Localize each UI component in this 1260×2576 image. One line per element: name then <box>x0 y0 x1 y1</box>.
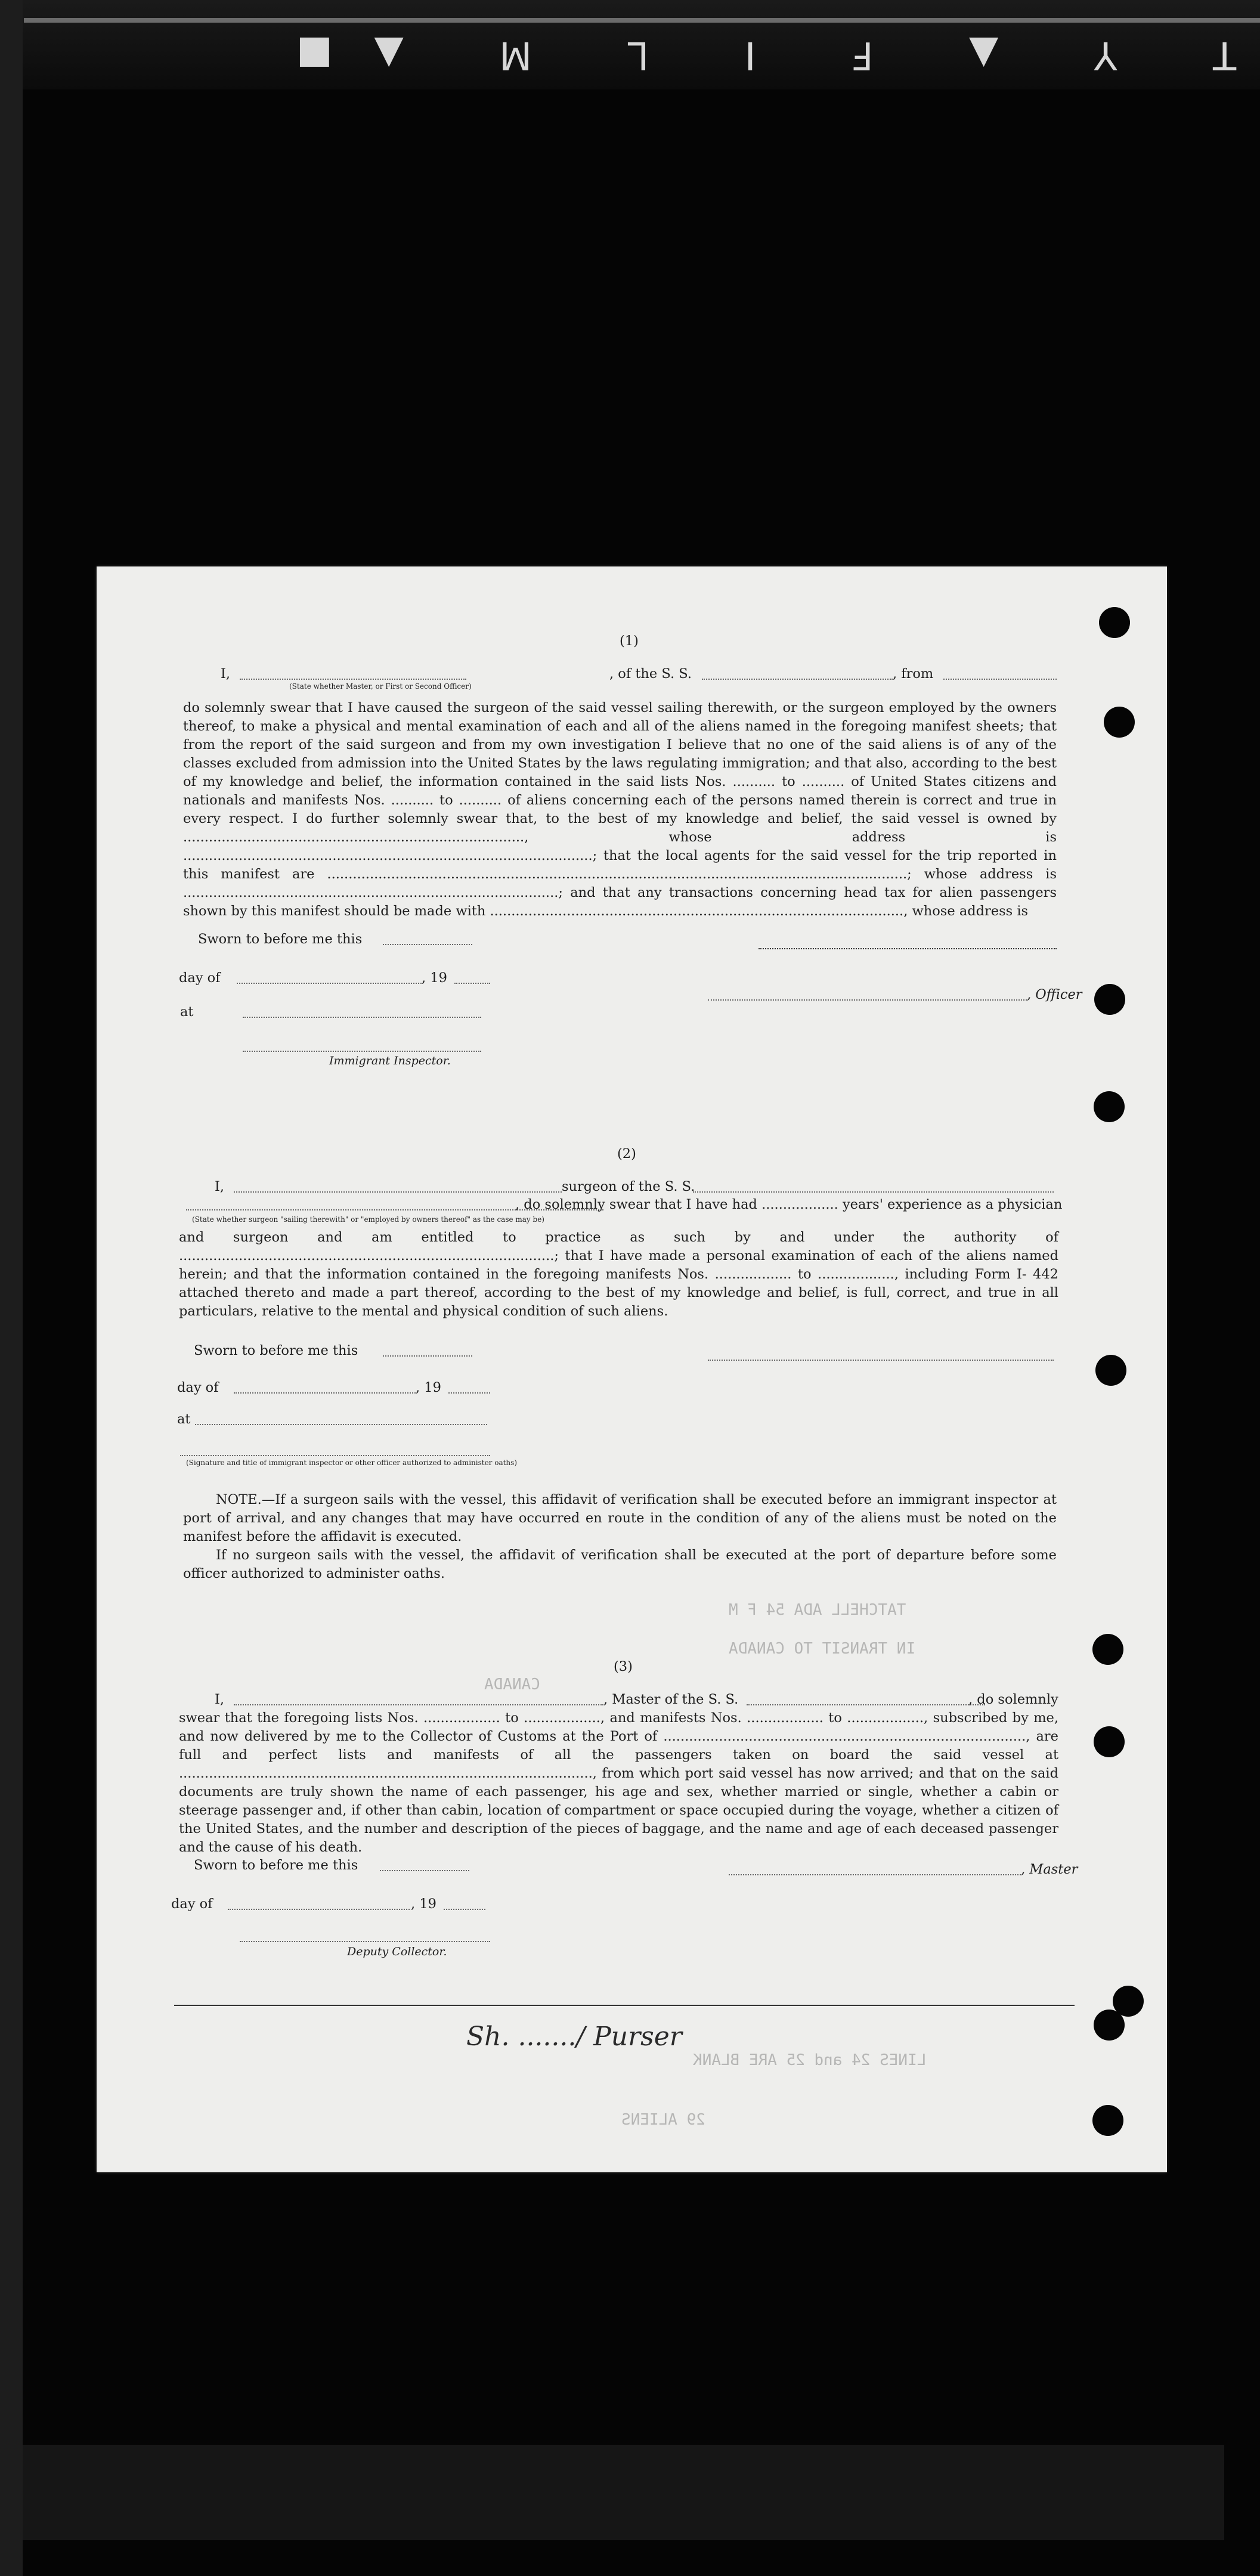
blank-line <box>240 1941 490 1942</box>
blank-line <box>444 1909 485 1910</box>
blank-line <box>234 1392 416 1394</box>
blank-line <box>243 1017 481 1018</box>
bleed-through-text: IN TRANSIT TO CANADA <box>729 1640 916 1658</box>
sec1-from: , from <box>893 666 934 682</box>
blank-line <box>234 1704 603 1705</box>
blank-line <box>195 1424 487 1425</box>
punch-hole <box>1104 707 1135 738</box>
sec3-master: , Master of the S. S. <box>603 1692 739 1707</box>
sec3-collector-label: Deputy Collector. <box>347 1945 447 1958</box>
sec1-day-of: day of <box>179 970 221 986</box>
sec3-sworn: Sworn to before me this <box>194 1857 358 1873</box>
signature-line <box>708 1360 1054 1361</box>
blank-line <box>454 983 490 984</box>
sec3-master-label: , Master <box>1021 1862 1078 1877</box>
sec1-master-note: (State whether Master, or First or Second Officer) <box>289 682 472 691</box>
punch-hole <box>1094 1091 1125 1122</box>
sec3-do-solemnly: , do solemnly <box>968 1692 1058 1707</box>
blank-line <box>702 679 893 680</box>
film-label: T Y ▲ F I L M ▲■ <box>254 33 1236 77</box>
sec1-year: , 19 <box>422 970 447 986</box>
blank-line <box>383 1355 472 1357</box>
blank-line <box>448 1392 490 1394</box>
sec2-day-of: day of <box>177 1380 219 1395</box>
section-1-number: (1) <box>620 633 639 649</box>
officer-signature-line <box>708 999 1027 1001</box>
blank-line <box>180 1455 490 1456</box>
sec3-oath-paragraph: swear that the foregoing lists Nos. .................. to .................., and manifests Nos. .................. to .................., subscribed by me, and now delivered by me to the Collector of Customs at the Port of ....................................................................................., are full and perfect lists and manifests of all the passengers taken on board the said vessel at ................................................................................................., from which port said vessel has now arrived; and that on the said documents are truly shown the name of each passenger, his age and sex, whether married or single, whether a cabin or steerage passenger and, if other than cabin, location of compartment or space occupied during the voyage, whether a citizen of the United States, and the number and description of the pieces of baggage, and the name and age of each deceased passenger and the cause of his death. <box>179 1710 1058 1855</box>
sec2-note-surgeon-sails: NOTE.—If a surgeon sails with the vessel, this affidavit of verification shall be executed before an immigrant inspector at port of arrival, and any changes that may have occurred en route in the condition of any of the aliens must be noted on the manifest before the affidavit is executed. <box>183 1492 1057 1544</box>
sec2-line2: , do solemnly swear that I have had .................. years' experience as a physician <box>515 1197 1063 1212</box>
sec2-note-no-surgeon: If no surgeon sails with the vessel, the affidavit of verification shall be executed at the port of departure before some officer authorized to administer oaths. <box>183 1547 1057 1581</box>
bleed-through-text: CANADA <box>484 1676 540 1693</box>
page-bottom-rule <box>174 2005 1075 2006</box>
sec2-oath-paragraph: and surgeon and am entitled to practice as such by and under the authority of ........................................................................................; that I have made a personal examination of each of the aliens named herein; and that the information contained in the foregoing manifests Nos. .................. to .................., including Form I- 442 attached thereto and made a part thereof, according to the best of my knowledge and belief, is full, correct, and true in all particulars, relative to the mental and physical condition of such aliens. <box>179 1230 1058 1319</box>
sec3-i: I, <box>215 1692 225 1707</box>
sec1-at: at <box>180 1004 194 1020</box>
blank-line <box>383 944 472 945</box>
sec1-officer-label: , Officer <box>1027 987 1082 1002</box>
sec2-sworn: Sworn to before me this <box>194 1343 358 1358</box>
punch-hole <box>1094 2010 1125 2041</box>
sec2-signature-note: (Signature and title of immigrant inspector or other officer authorized to administer oaths) <box>186 1459 517 1467</box>
punch-hole <box>1092 2105 1123 2136</box>
film-strip-header <box>0 0 1260 89</box>
blank-line <box>240 679 466 680</box>
handwritten-signature: Sh. ......./ Purser <box>466 2021 682 2052</box>
punch-hole <box>1094 984 1125 1015</box>
blank-line <box>943 679 1057 680</box>
sec1-oath-paragraph: do solemnly swear that I have caused the surgeon of the said vessel sailing therewith, or the surgeon employed by the owners thereof, to make a physical and mental examination of each and all of the aliens named in the foregoing manifest sheets; that from the report of the said surgeon and from my own investigation I believe that no one of the said aliens is of any of the classes excluded from admission into the United States by the laws regulating immigration; and that also, according to the best of my knowledge and belief, the information contained in the said lists Nos. .......... to .......... of United States citizens and nationals and manifests Nos. .......... to .......... of aliens concerning each of the persons named therein is correct and true in every respect. I do further solemnly swear that, to the best of my knowledge and belief, the said vessel is owned by ................................................................................, whose address is ................................................................................................; that the local agents for the said vessel for the trip reported in this manifest are ........................................................................................................................................; whose address is ........................................................................................; and that any transactions concerning head tax for alien passengers shown by this manifest should be made with ................................................................................................., whose address is <box>183 700 1057 919</box>
bleed-through-text: 29 ALIENS <box>621 2111 705 2129</box>
sec3-day-of: day of <box>171 1896 213 1912</box>
blank-line <box>237 983 422 984</box>
section-2-number: (2) <box>617 1146 636 1162</box>
bleed-through-text: LINES 24 and 25 ARE BLANK <box>693 2051 927 2069</box>
sec2-surgeon: surgeon of the S. S. <box>562 1179 695 1194</box>
film-edge-line <box>24 18 1260 23</box>
blank-line <box>228 1909 410 1910</box>
film-bottom-band <box>23 2445 1224 2540</box>
sec2-surgeon-note: (State whether surgeon "sailing therewith" or "employed by owners thereof" as the case may be) <box>192 1215 544 1224</box>
sec2-year: , 19 <box>416 1380 441 1395</box>
master-signature-line <box>729 1874 1021 1875</box>
manifest-affidavit-page <box>97 566 1167 2172</box>
signature-line <box>759 948 1057 949</box>
sec1-ss: , of the S. S. <box>609 666 692 682</box>
section-3-number: (3) <box>614 1659 633 1674</box>
sec2-i: I, <box>215 1179 225 1194</box>
blank-line <box>234 1191 562 1193</box>
sec1-sworn: Sworn to before me this <box>198 931 363 947</box>
sec1-i: I, <box>221 666 231 682</box>
punch-hole <box>1094 1726 1125 1757</box>
punch-hole <box>1092 1634 1123 1665</box>
punch-hole <box>1099 607 1130 638</box>
film-left-edge <box>0 0 23 2576</box>
punch-hole <box>1095 1355 1126 1386</box>
sec2-at: at <box>177 1411 191 1427</box>
sec3-year: , 19 <box>411 1896 436 1912</box>
blank-line <box>380 1870 469 1871</box>
bleed-through-text: TATCHELL ADA 54 F M <box>729 1601 906 1619</box>
sec1-inspector-label: Immigrant Inspector. <box>329 1054 451 1067</box>
blank-line <box>693 1191 1054 1193</box>
blank-line <box>747 1704 985 1705</box>
